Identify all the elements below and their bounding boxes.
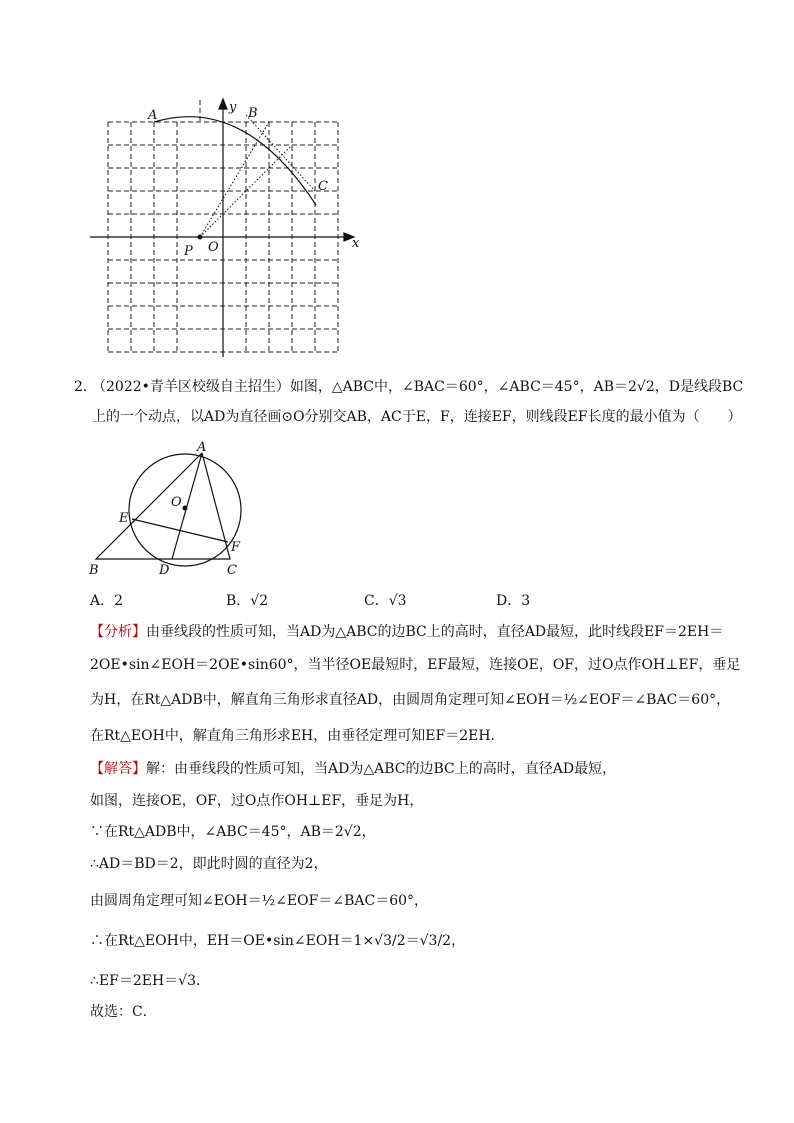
solution-line-8: 故选：C．	[90, 1004, 157, 1020]
solution-line-2: 如图，连接OE，OF，过O点作OH⊥EF，垂足为H，	[90, 793, 424, 809]
label-o: O	[171, 495, 182, 510]
solution-line-3: ∵在Rt△ADB中，∠ABC＝45°，AB＝2√2，	[90, 824, 376, 840]
solution-line-7: ∴EF＝2EH＝√3．	[90, 973, 211, 989]
label-f: F	[231, 540, 241, 555]
y-axis-arrow-icon	[219, 99, 227, 109]
label-b: B	[248, 106, 258, 121]
dotted-bc	[246, 115, 315, 191]
figure-triangle-circle	[84, 436, 264, 581]
label-a: A	[197, 440, 207, 455]
solution-line-5: 由圆周角定理可知∠EOH＝½∠EOF＝∠BAC＝60°，	[90, 893, 429, 909]
solution-text-1: 解：由垂线段的性质可知，当AD为△ABC的边BC上的高时，直径AD最短，	[146, 761, 617, 777]
solution-tag: 【解答】	[90, 761, 146, 777]
segment-ef	[132, 519, 228, 542]
solution-line-1	[90, 759, 616, 779]
question-line-2: 上的一个动点，以AD为直径画⊙O分别交AB，AC于E，F，连接EF，则线段EF长度的最小值为（ ）	[92, 409, 742, 425]
label-e: E	[119, 511, 129, 526]
analysis-line-2: 2OE•sin∠EOH＝2OE•sin60°，当半径OE最短时，EF最短，连接OE，OF，过O点作OH⊥EF，垂足	[90, 657, 741, 673]
question-line-1: （2022•青羊区校级自主招生）如图，△ABC中，∠BAC＝60°，∠ABC＝45°，AB＝2√2，D是线段BC	[92, 379, 744, 395]
solution-line-4: ∴AD＝BD＝2，即此时圆的直径为2，	[90, 856, 328, 872]
center-o	[183, 506, 188, 511]
option-c: C．√3	[364, 593, 407, 609]
label-x: x	[352, 236, 360, 251]
label-o: O	[208, 240, 219, 255]
label-a: A	[148, 108, 158, 123]
arc-abc	[154, 117, 316, 205]
label-c: C	[318, 179, 328, 194]
point-p	[198, 235, 203, 240]
option-d: D．3	[496, 593, 531, 609]
analysis-line-3: 为H，在Rt△ADB中，解直角三角形求直径AD，由圆周角定理可知∠EOH＝½∠EOF＝∠BAC＝60°，	[90, 692, 731, 708]
solution-line-6: ∴在Rt△EOH中，EH＝OE•sin∠EOH＝1×√3/2＝√3/2，	[90, 933, 466, 949]
option-a: A．2	[90, 593, 124, 609]
label-d: D	[159, 563, 170, 578]
analysis-text-1: 由垂线段的性质可知，当AD为△ABC的边BC上的高时，直径AD最短，此时线段EF＝2EH＝	[146, 624, 724, 640]
label-p: P	[184, 244, 193, 259]
label-b: B	[89, 563, 99, 578]
label-c: C	[227, 563, 237, 578]
option-b: B．√2	[226, 593, 269, 609]
analysis-line-4: 在Rt△EOH中，解直角三角形求EH，由垂径定理可知EF＝2EH．	[90, 728, 505, 744]
figure-grid-arc	[84, 95, 374, 360]
question-number: 2．	[74, 379, 97, 395]
analysis-tag: 【分析】	[90, 624, 146, 640]
dotted-pb	[200, 122, 269, 237]
analysis-line-1	[90, 622, 723, 642]
triangle-abc	[96, 453, 230, 559]
label-y: y	[229, 100, 237, 115]
